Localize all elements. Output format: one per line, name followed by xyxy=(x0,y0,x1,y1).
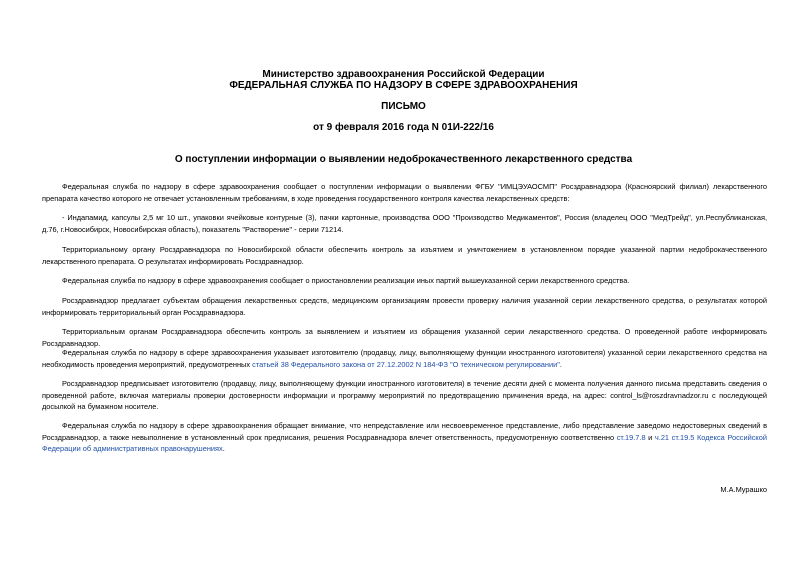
article-19-7-8-link[interactable]: ст.19.7.8 xyxy=(616,432,646,442)
paragraph-7-text: Федеральная служба по надзору в сфере здравоохранения указывает изготовителю (продавцу, лицу, выполняющему функции иностранного изготовителя) указанной серии лекарственного средства на необходимость проведения мероприятий, предусмотренных xyxy=(42,348,767,369)
paragraph-9 xyxy=(42,420,767,455)
paragraph-5 xyxy=(42,295,767,318)
paragraph-2-text: - Индапамид, капсулы 2,5 мг 10 шт., упаковки ячейковые контурные (3), пачки картонные, производства ООО "Производство Медикаментов", Россия (владелец ООО "МедТрейд", ул.Республиканская, д.76, г.Новосибирск, Новосибирская область), показатель "Растворение" - серии 71214. xyxy=(42,213,767,234)
paragraph-9-conjunction: и xyxy=(648,432,653,442)
paragraph-8 xyxy=(42,378,767,413)
paragraph-9-text: Федеральная служба по надзору в сфере здравоохранения обращает внимание, что непредставление или несвоевременное представление, либо представление заведомо недостоверных сведений в Росздравнадзор, а также невыполнение в установленный срок предписания, решения Росздравнадзора влечет ответственность, предусмотренную соответственно xyxy=(42,421,767,442)
paragraph-1-text: Федеральная служба по надзору в сфере здравоохранения сообщает о поступлении информации о выявлении ФГБУ "ИМЦЭУАОСМП" Росздравнадзора (Красноярский филиал) лекарственного препарата качество которого не отвечает установленным требованиям, в ходе проведения государственного контроля качества лекарственных средств: xyxy=(42,182,767,203)
paragraph-3 xyxy=(42,244,767,267)
document-date-number: от 9 февраля 2016 года N 01И-222/16 xyxy=(313,122,494,133)
paragraph-7 xyxy=(42,347,767,370)
paragraph-7-end: . xyxy=(559,359,562,369)
service-name: ФЕДЕРАЛЬНАЯ СЛУЖБА ПО НАДЗОРУ В СФЕРЕ ЗДРАВООХРАНЕНИЯ xyxy=(229,80,578,91)
paragraph-6 xyxy=(42,326,767,349)
paragraph-9-end: . xyxy=(222,444,225,453)
paragraph-4-text: Федеральная служба по надзору в сфере здравоохранения сообщает о приостановлении реализации иных партий вышеуказанной серии лекарственного средства. xyxy=(62,276,630,285)
federal-law-link[interactable]: статьей 38 Федерального закона от 27.12.2002 N 184-ФЗ "О техническом регулировании" xyxy=(252,359,560,369)
paragraph-5-text: Росздравнадзор предлагает субъектам обращения лекарственных средств, медицинским организациям провести проверку наличия указанной серии лекарственного средства, о результатах которой информировать территориальный орган Росздравнадзора. xyxy=(42,296,767,317)
paragraph-2 xyxy=(42,212,767,235)
paragraph-4 xyxy=(42,275,767,287)
document-subject: О поступлении информации о выявлении недоброкачественного лекарственного средства xyxy=(174,154,633,165)
paragraph-3-text: Территориальному органу Росздравнадзора по Новосибирской области обеспечить контроль за изъятием и уничтожением в установленном порядке указанной партии недоброкачественного лекарственного препарата. О результатах информировать Росздравнадзор. xyxy=(42,245,767,266)
ministry-name: Министерство здравоохранения Российской Федерации xyxy=(262,69,545,80)
paragraph-8-text: Росздравнадзор предписывает изготовителю (продавцу, лицу, выполняющему функции иностранного изготовителя) в течение десяти дней с момента получения данного письма представить сведения о проведенной работе, включая материалы проверки достоверности информации и программу мероприятий по предотвращению причинения вреда, на адрес: control_ls@roszdravnadzor.ru с последующей досылкой на бумажном носителе. xyxy=(42,379,767,411)
document-type: ПИСЬМО xyxy=(381,101,426,112)
paragraph-1 xyxy=(42,181,767,204)
paragraph-6-text: Территориальным органам Росздравнадзора обеспечить контроль за выявлением и изъятием из обращения указанной серии лекарственного средства. О проведенной работе информировать Росздравнадзор. xyxy=(42,327,767,348)
administrative-code-link[interactable]: ч.21 ст.19.5 Кодекса Российской Федерации об административных правонарушениях xyxy=(42,432,767,453)
signature: М.А.Мурашко xyxy=(720,485,767,494)
